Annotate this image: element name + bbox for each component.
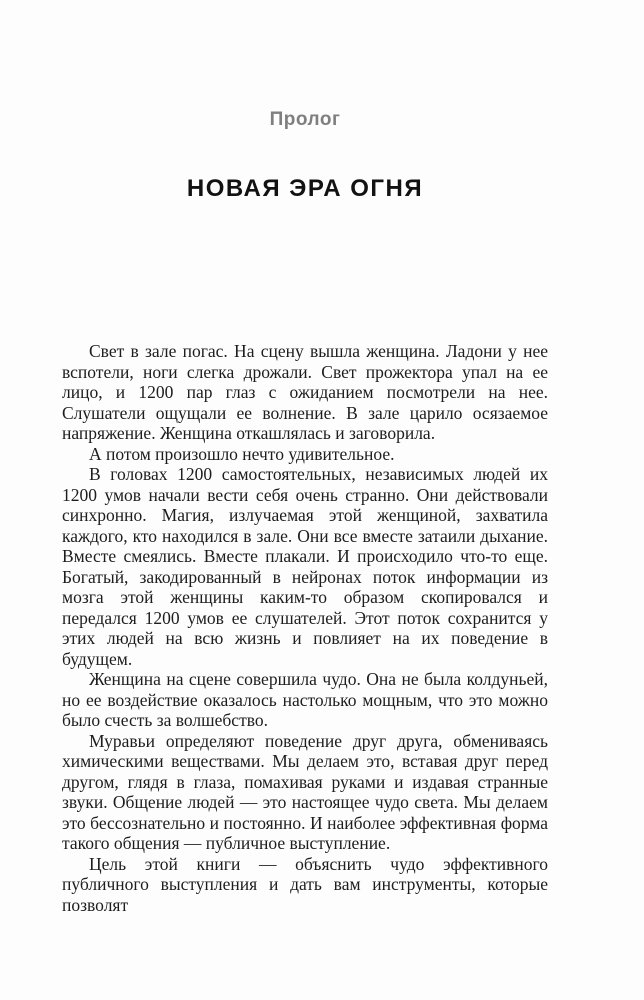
- prologue-kicker: Пролог: [269, 109, 341, 130]
- body-paragraph: А потом произошло нечто удивительное.: [89, 443, 395, 464]
- body-paragraph: Цель этой книги — объяснить чудо эффективного публичного выступления и дать вам инструменты, которые позволят: [62, 853, 548, 915]
- chapter-title: НОВАЯ ЭРА ОГНЯ: [186, 175, 424, 202]
- body-text: [62, 341, 548, 915]
- body-paragraph: Муравьи определяют поведение друг друга, обмениваясь химическими веществами. Мы делаем это, вставая друг перед другом, глядя в глаза, помахивая руками и издавая странные звуки. Общение людей — это настоящее чудо света. Мы делаем это бессознательно и постоянно. И наиболее эффективная форма такого общения — публичное выступление.: [62, 730, 548, 853]
- body-paragraph: В головах 1200 самостоятельных, независимых людей их 1200 умов начали вести себя очень странно. Они действовали синхронно. Магия, излучаемая этой женщиной, захватила каждого, кто находился в зале. Они все вместе затаили дыхание. Вместе смеялись. Вместе плакали. И происходило что-то еще. Богатый, закодированный в нейронах поток информации из мозга этой женщины каким-то образом скопировался и передался 1200 умов ее слушателей. Этот поток сохранится у этих людей на всю жизнь и повлияет на их поведение в будущем.: [62, 464, 548, 669]
- body-paragraph: Свет в зале погас. На сцену вышла женщина. Ладони у нее вспотели, ноги слегка дрожали. Свет прожектора упал на ее лицо, и 1200 пар глаз с ожиданием посмотрели на нее. Слушатели ощущали ее волнение. В зале царило осязаемое напряжение. Женщина откашлялась и заговорила.: [62, 341, 548, 443]
- body-paragraph: Женщина на сцене совершила чудо. Она не была колдуньей, но ее воздействие оказалось настолько мощным, что это можно было счесть за волшебство.: [62, 669, 548, 730]
